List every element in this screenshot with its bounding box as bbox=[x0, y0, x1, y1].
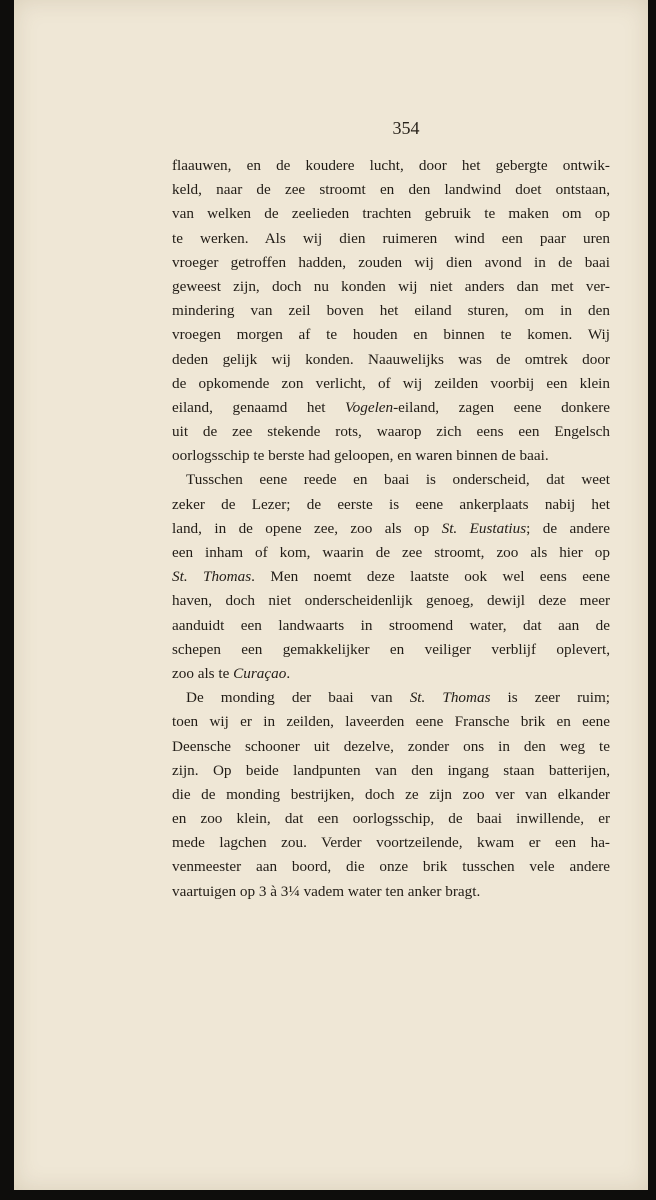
text-line bbox=[172, 831, 610, 855]
text-line bbox=[172, 686, 610, 710]
text-line bbox=[172, 396, 610, 420]
text-line bbox=[172, 855, 610, 879]
italic-text: Vogelen bbox=[345, 398, 394, 416]
text-segment: uit de zee stekende rots, waarop zich eens een Engelsch bbox=[172, 423, 610, 441]
text-segment: land, in de opene zee, zoo als op bbox=[172, 519, 442, 537]
text-segment: schepen een gemakkelijker en veiliger verblijf oplevert, bbox=[172, 640, 610, 658]
text-segment: toen wij er in zeilden, laveerden eene Fransche brik en eene bbox=[172, 713, 610, 731]
text-segment: flaauwen, en de koudere lucht, door het gebergte ontwik- bbox=[172, 157, 610, 174]
text-segment: mede lagchen zou. Verder voortzeilende, kwam er een ha- bbox=[172, 834, 610, 852]
text-segment: zeker de Lezer; de eerste is eene ankerplaats nabij het bbox=[172, 495, 610, 513]
text-line bbox=[172, 323, 610, 347]
text-segment: Deensche schooner uit dezelve, zonder ons in den weg te bbox=[172, 737, 610, 755]
text-line bbox=[172, 154, 610, 178]
text-segment: de opkomende zon verlicht, of wij zeilden voorbij een klein bbox=[172, 374, 610, 392]
text-line bbox=[172, 589, 610, 613]
paragraph bbox=[172, 468, 610, 686]
text-segment: De monding der baai van bbox=[186, 689, 410, 707]
body-text bbox=[172, 154, 610, 904]
paragraph bbox=[172, 154, 610, 468]
text-line bbox=[172, 227, 610, 251]
text-segment: . Men noemt deze laatste ook wel eens eene bbox=[251, 568, 611, 586]
text-line bbox=[172, 662, 610, 686]
text-segment: een inham of kom, waarin de zee stroomt, zoo als hier op bbox=[172, 544, 610, 561]
text-line bbox=[172, 420, 610, 444]
text-line bbox=[172, 178, 610, 202]
text-line bbox=[172, 468, 610, 492]
text-segment: is zeer ruim; bbox=[490, 689, 611, 707]
page-number: 354 bbox=[392, 118, 420, 138]
text-line bbox=[172, 783, 610, 807]
text-line bbox=[172, 614, 610, 638]
text-segment: geweest zijn, doch nu konden wij niet anders dan met ver- bbox=[172, 277, 610, 295]
text-line bbox=[172, 541, 610, 565]
text-segment: Tusschen eene reede en baai is onderscheid, dat weet bbox=[186, 471, 610, 489]
text-line bbox=[172, 299, 610, 323]
italic-text: St. Thomas bbox=[409, 689, 491, 707]
text-line bbox=[172, 638, 610, 662]
text-segment: deden gelijk wij konden. Naauwelijks was de omtrek door bbox=[172, 350, 610, 368]
text-line bbox=[172, 348, 610, 372]
text-segment: keld, naar de zee stroomt en den landwind doet ontstaan, bbox=[172, 181, 610, 199]
text-segment: zijn. Op beide landpunten van den ingang staan batterijen, bbox=[172, 761, 610, 779]
italic-text: St. Thomas bbox=[172, 568, 252, 586]
text-segment: haven, doch niet onderscheidenlijk genoeg, dewijl deze meer bbox=[172, 592, 610, 610]
text-line bbox=[172, 710, 610, 734]
text-segment: van welken de zeelieden trachten gebruik te maken om op bbox=[172, 205, 610, 223]
text-segment: en zoo klein, dat een oorlogsschip, de baai inwillende, er bbox=[172, 810, 610, 828]
text-line bbox=[172, 493, 610, 517]
text-line bbox=[172, 880, 610, 904]
text-line bbox=[172, 735, 610, 759]
text-line bbox=[172, 759, 610, 783]
italic-text: Curaçao bbox=[233, 664, 287, 682]
text-segment: . bbox=[286, 664, 291, 682]
text-line bbox=[172, 565, 610, 589]
text-segment: te werken. Als wij dien ruimeren wind een paar uren bbox=[172, 229, 610, 247]
text-segment: vroeger getroffen hadden, zouden wij dien avond in de baai bbox=[172, 253, 610, 271]
text-line bbox=[172, 372, 610, 396]
text-segment: ; de andere bbox=[526, 519, 610, 537]
text-segment: eiland, genaamd het bbox=[172, 398, 346, 416]
text-line bbox=[172, 807, 610, 831]
text-segment: oorlogsschip te berste had geloopen, en waren binnen de baai. bbox=[172, 447, 549, 465]
text-line bbox=[172, 444, 610, 468]
text-line bbox=[172, 202, 610, 226]
text-segment: venmeester aan boord, die onze brik tusschen vele andere bbox=[172, 858, 610, 876]
text-segment: -eiland, zagen eene donkere bbox=[393, 398, 610, 416]
paragraph bbox=[172, 686, 610, 904]
text-line bbox=[172, 517, 610, 541]
book-page bbox=[14, 0, 648, 1190]
text-segment: die de monding bestrijken, doch ze zijn zoo ver van elkander bbox=[172, 785, 610, 803]
text-line bbox=[172, 251, 610, 275]
text-segment: mindering van zeil boven het eiland sturen, om in den bbox=[172, 302, 610, 320]
italic-text: St. Eustatius bbox=[441, 519, 527, 537]
text-segment: vroegen morgen af te houden en binnen te komen. Wij bbox=[172, 326, 610, 344]
text-segment: vaartuigen op 3 à 3¼ vadem water ten anker bragt. bbox=[172, 882, 481, 900]
text-segment: aanduidt een landwaarts in stroomend water, dat aan de bbox=[172, 616, 610, 634]
text-segment: zoo als te bbox=[172, 664, 234, 682]
text-line bbox=[172, 275, 610, 299]
